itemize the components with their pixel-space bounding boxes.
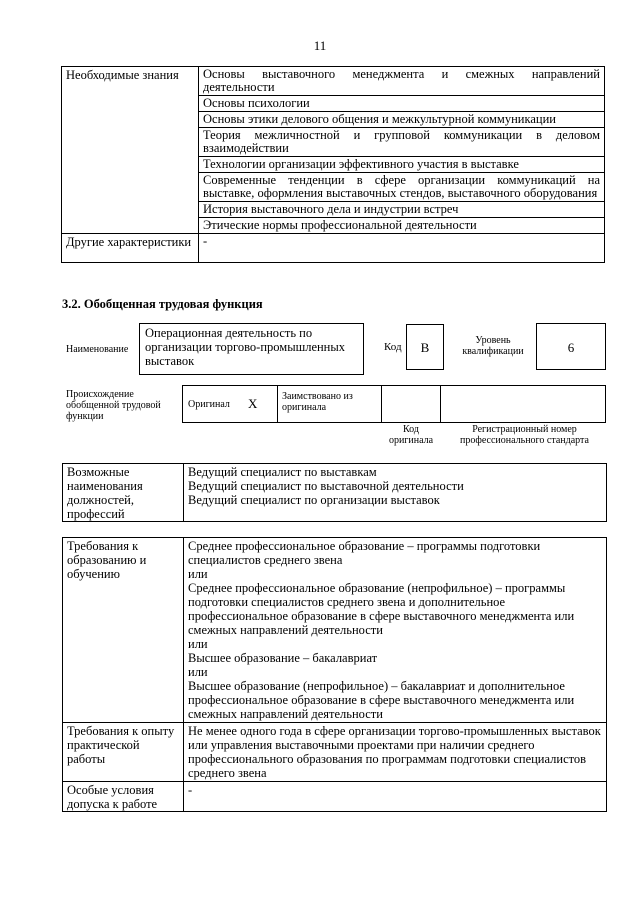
knowledge-item: Основы этики делового общения и межкультурной коммуникации: [199, 112, 605, 128]
divider: [381, 385, 382, 423]
section-title: 3.2. Обобщенная трудовая функция: [62, 297, 263, 311]
other-characteristics-value: -: [199, 234, 605, 263]
knowledge-table: [61, 66, 605, 263]
table-row: [62, 67, 605, 96]
page-number: 11: [313, 38, 327, 53]
admission-value: -: [184, 782, 607, 812]
borrowed-label: Заимствовано из оригинала: [282, 391, 353, 413]
education-line: или: [188, 665, 208, 679]
knowledge-item: Основы психологии: [199, 96, 605, 112]
level-label: Уровень квалификации: [462, 335, 524, 357]
experience-label: Требования к опыту практической работы: [63, 723, 184, 782]
knowledge-item: Современные тенденции в сфере организации коммуникаций на выставке, оформления выставочных стендов, выставочного оборудования: [199, 173, 605, 202]
knowledge-item: Технологии организации эффективного участия в выставке: [199, 157, 605, 173]
education-values: [184, 538, 607, 723]
code-value: B: [406, 324, 444, 370]
divider: [277, 385, 278, 423]
position-item: Ведущий специалист по организации выставок: [188, 493, 440, 507]
knowledge-label: Необходимые знания: [62, 67, 199, 234]
origin-label: Происхождение обобщенной трудовой функции: [66, 389, 161, 422]
original-label: Оригинал: [188, 399, 230, 410]
education-line: Среднее профессиональное образование (непрофильное) – программы подготовки специалистов среднего звена и дополнительное профессиональное образование в сфере выставочного менеджмента или смежных направлений деятельности: [188, 581, 575, 637]
knowledge-item: Этические нормы профессиональной деятельности: [199, 218, 605, 234]
divider: [440, 385, 441, 423]
education-label: Требования к образованию и обучению: [63, 538, 184, 723]
code-original-caption: Код оригинала: [388, 424, 434, 446]
admission-label: Особые условия допуска к работе: [63, 782, 184, 812]
positions-values: [184, 464, 607, 522]
positions-table: [62, 463, 607, 522]
experience-value: Не менее одного года в сфере организации торгово-промышленных выставок или управления выставочными проектами при наличии среднего профессионального образования по программам подготовки специалистов среднего звена: [184, 723, 607, 782]
table-row: [63, 538, 607, 723]
requirements-table: [62, 537, 607, 812]
table-row: [62, 234, 605, 263]
table-row: [63, 723, 607, 782]
table-row: [63, 464, 607, 522]
name-label: Наименование: [66, 344, 129, 355]
code-label: Код: [384, 341, 402, 353]
function-name-value: Операционная деятельность по организации торгово-промышленных выставок: [139, 323, 364, 375]
knowledge-item: Основы выставочного менеджмента и смежных направлений деятельности: [199, 67, 605, 96]
education-line: или: [188, 637, 208, 651]
level-value: 6: [536, 323, 606, 370]
education-line: Высшее образование (непрофильное) – бакалавриат и дополнительное профессиональное образование в сфере выставочного менеджмента или смежных направлений деятельности: [188, 679, 575, 721]
other-characteristics-label: Другие характеристики: [62, 234, 199, 263]
reg-number-caption: Регистрационный номер профессионального стандарта: [460, 424, 589, 446]
education-line: Высшее образование – бакалавриат: [188, 651, 378, 665]
origin-table: [182, 385, 606, 423]
position-item: Ведущий специалист по выставкам: [188, 465, 377, 479]
knowledge-item: Теория межличностной и групповой коммуникации в деловом взаимодействии: [199, 128, 605, 157]
position-item: Ведущий специалист по выставочной деятельности: [188, 479, 464, 493]
knowledge-item: История выставочного дела и индустрии встреч: [199, 202, 605, 218]
positions-label: Возможные наименования должностей, профессий: [63, 464, 184, 522]
education-line: Среднее профессиональное образование – программы подготовки специалистов среднего звена: [188, 539, 541, 567]
original-mark: X: [248, 396, 258, 411]
education-line: или: [188, 567, 208, 581]
table-row: [63, 782, 607, 812]
